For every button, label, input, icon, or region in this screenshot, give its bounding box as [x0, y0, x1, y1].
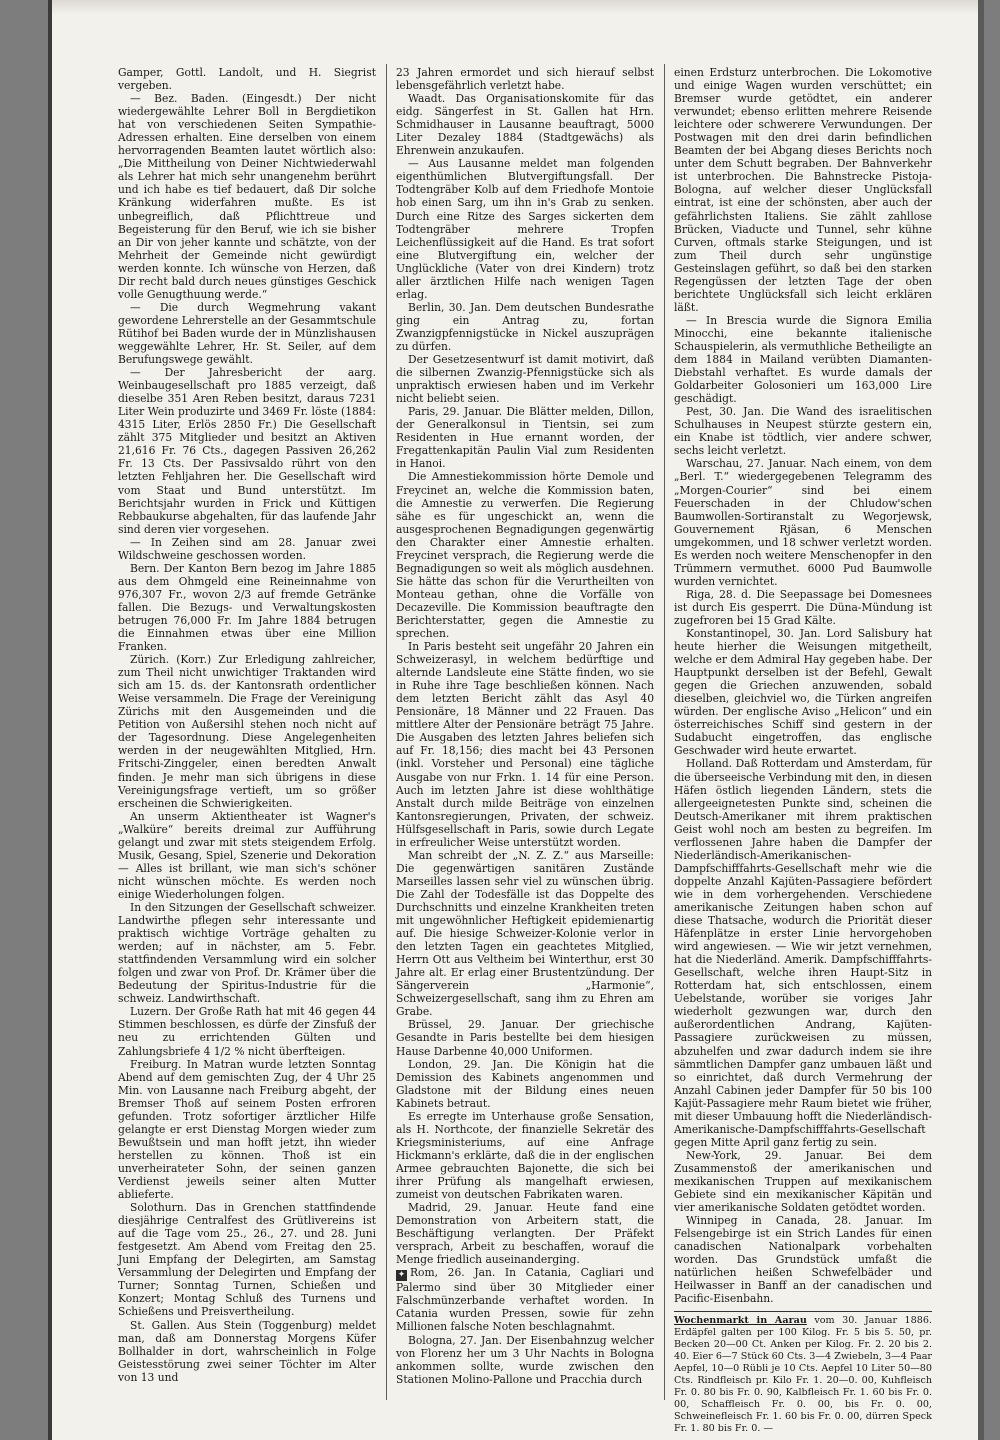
- telegram-mark-icon: ✦: [397, 1270, 406, 1281]
- market-report-title: Wochenmarkt in Aarau: [674, 1315, 807, 1327]
- article-paragraph: Holland. Daß Rotterdam und Amsterdam, für die überseeische Verbindung mit den, in diesen Häfen östlich liegenden Ländern, stets die allergeeignetesten Punkte sind, scheinen die Deutsch-Amerikaner mit ihrem praktischen Geist wohl noch am besten zu begreifen. Im verflossenen Jahre haben die Dampfer der Niederländisch-Amerikanischen-Dampfschifffahrts-Gesellschaft mehr wie die doppelte Anzahl Kajüten-Passagiere befördert wie in dem vorhergehenden. Verschiedene amerikanische Zeitungen haben schon auf diese Thatsache, wodurch die Priorität dieser Häfenplätze in erster Linie hervorgehoben wird angewiesen. — Wie wir jetzt vernehmen, hat die Niederländ. Amerik. Dampfschifffahrts-Gesellschaft, welche ihren Haupt-Sitz in Rotterdam hat, sich entschlossen, einem Uebelstande, worüber sie voriges Jahr wiederholt gezwungen war, durch den außerordentlichen Andrang, Kajüten-Passagiere zurückweisen zu müssen, abzuhelfen und zwar dadurch indem sie ihre sämmtlichen Dampfer ganz umbauen läßt und so einrichtet, daß durch Vermehrung der Anzahl Cabinen jeder Dampfer für 50 bis 100 Kajüt-Passagiere mehr Raum bietet wie früher, mit dieser Umbauung hofft die Niederländisch-Amerikanische-Dampfschifffahrts-Gesellschaft gegen Mitte April ganz fertig zu sein.: [674, 757, 932, 1149]
- article-paragraph: Luzern. Der Große Rath hat mit 46 gegen 44 Stimmen beschlossen, es dürfe der Zinsfuß der neu zu errichtenden Gülten und Zahlungsbriefe 4 1/2 % nicht überfteigen.: [118, 1005, 376, 1058]
- article-paragraph: Es erregte im Unterhause große Sensation, als H. Northcote, der finanzielle Sekretär des Kriegsministeriums, auf eine Anfrage Hickmann's erklärte, daß die in der englischen Armee gebrauchten Bajonette, die sich bei ihrer Prüfung als mangelhaft erwiesen, zumeist von deutschen Fabrikaten waren.: [396, 1109, 654, 1202]
- article-paragraph: Die Amnestiekommission hörte Demole und Freycinet an, welche die Kommission baten, die Amnestie zu verwerfen. Die Regierung sähe es für ungeschickt an, wenn die ausgesprochenen Begnadigungen gegenwärtig den Charakter einer Amnestie erhalten. Freycinet versprach, die Regierung werde die Begnadigungen so weit als möglich ausdehnen. Sie hätte das schon für die Verurtheilten von Monteau gethan, ohne die Vorfälle von Decazeville. Die Kommission beauftragte den Berichterstatter, gegen die Amnestie zu sprechen.: [396, 470, 654, 641]
- article-paragraph: Konstantinopel, 30. Jan. Lord Salisbury hat heute hierher die Weisungen mitgetheilt, welche er dem Admiral Hay gegeben habe. Der Hauptpunkt derselben ist der Befehl, Gewalt gegen die Griechen anzuwenden, sobald dieselben, gleichviel wo, die Türken angreifen würden. Der englische Aviso „Helicon“ und ein österreichisches Schiff sind gestern in der Sudabucht eingetroffen, das englische Geschwader wird heute erwartet.: [674, 627, 932, 758]
- article-paragraph: Brüssel, 29. Januar. Der griechische Gesandte in Paris bestellte bei dem hiesigen Hause Darbenne 40,000 Uniformen.: [396, 1018, 654, 1058]
- article-paragraph: New-York, 29. Januar. Bei dem Zusammenstoß der amerikanischen und mexikanischen Truppen auf mexikanischem Gebiete sind ein mexikanischer Käpitän und vier amerikanische Soldaten getödtet worden.: [674, 1148, 932, 1215]
- market-report-date: vom 30. Januar 1886.: [814, 1315, 932, 1327]
- article-paragraph: Zürich. (Korr.) Zur Erledigung zahlreicher, zum Theil nicht unwichtiger Traktanden wird sich am 15. ds. der Kantonsrath ordentlicher Weise versammeln. Die Frage der Vereinigung Zürichs mit den Ausgemeinden und die Petition von Außersihl stehen noch nicht auf der Tagesordnung. Diese Angelegenheiten werden in der neugewählten Mitglied, Hrn. Fritschi-Zinggeler, einen beredten Anwalt finden. Je mehr man sich übrigens in diese Vereinigungsfrage vertieft, um so größer erscheinen die Schwierigkeiten.: [118, 653, 376, 810]
- article-paragraph: — Der Jahresbericht der aarg. Weinbaugesellschaft pro 1885 verzeigt, daß dieselbe 351 Aren Reben besitzt, daraus 7231 Liter Wein produzirte und 3469 Fr. löste (1884: 4315 Liter, Erlös 2850 Fr.) Die Gesellschaft zählt 375 Mitglieder und besitzt an Aktiven 21,616 Fr. 76 Cts., dagegen Passiven 26,262 Fr. 13 Cts. Der Passivsaldo rührt von den letzten Fehljahren her. Die Gesellschaft wird vom Staat und Bund unterstützt. Im Berichtsjahr wurden in Frick und Küttigen Rebbaukurse abgehalten, für das laufende Jahr sind deren vier vorgesehen.: [118, 366, 376, 536]
- column-2: [396, 66, 654, 1398]
- article-paragraph: Waadt. Das Organisationskomite für das eidg. Sängerfest in St. Gallen hat Hrn. Schmidhauser in Lausanne beauftragt, 5000 Liter Dezaley 1884 (Stadtgewächs) als Ehrenwein anzukaufen.: [396, 92, 654, 158]
- article-paragraph: — In Brescia wurde die Signora Emilia Minocchi, eine bekannte italienische Schauspielerin, als vermuthliche Betheiligte an dem 1884 in Mailand verübten Diamanten-Diebstahl verhaftet. Es wurde damals der Goldarbeiter Golosonieri um 163,000 Lire geschädigt.: [674, 313, 932, 406]
- market-report-text: Erdäpfel galten per 100 Kilog. Fr. 5 bis 5. 50, pr. Becken 20—00 Ct. Anken per Kilog. Fr. 2. 20 bis 2. 40. Eier 6—7 Stück 60 Cts. 3—4 Zwiebeln, 3—4 Paar Aepfel, 10—0 Rübli je 10 Cts. Aepfel 10 Liter 50—80 Cts. Rindfleisch pr. Kilo Fr. 1. 20—0. 00, Kuhfleisch Fr. 0. 80 bis Fr. 0. 90, Kalbfleisch Fr. 1. 60 bis Fr. 0. 00, Schaffleisch Fr. 0. 00, bis Fr. 0. 00, Schweinefleisch Fr. 1. 60 bis Fr. 0. 00, dürren Speck Fr. 1. 80 bis Fr. 0. —: [674, 1327, 932, 1435]
- article-paragraph: Man schreibt der „N. Z. Z.“ aus Marseille: Die gegenwärtigen sanitären Zustände Marseilles lassen sehr viel zu wünschen übrig. Die Zahl der Todesfälle ist das Doppelte des Durchschnitts und einzelne Krankheiten treten mit ungewöhnlicher Heftigkeit epidemienartig auf. Die hiesige Schweizer-Kolonie verlor in den letzten Tagen ein geachtetes Mitglied, Herrn Ott aus Veltheim bei Winterthur, erst 30 Jahre alt. Er erlag einer Brustentzündung. Der Sängerverein „Harmonie“, Schweizergesellschaft, sang ihm zu Ehren am Grabe.: [396, 848, 654, 1019]
- article-paragraph: Madrid, 29. Januar. Heute fand eine Demonstration von Arbeitern statt, die Beschäftigung verlangten. Der Präfekt versprach, Arbeit zu beschaffen, worauf die Menge friedlich auseinanderging.: [396, 1201, 654, 1267]
- column-1: [118, 66, 376, 1398]
- newspaper-page: [48, 0, 984, 1440]
- market-report: [674, 1311, 932, 1435]
- article-paragraph: Warschau, 27. Januar. Nach einem, von dem „Berl. T.“ wiedergegebenen Telegramm des „Morgen-Courier“ sind bei einem Feuerschaden in der Chludow'schen Baumwollen-Sortiranstalt zu Wegorjewsk, Gouvernement Rjäsan, 6 Menschen umgekommen, und 18 schwer verletzt worden. Es werden noch weitere Menschenopfer in den Trümmern vermuthet. 6000 Pud Baumwolle wurden vernichtet.: [674, 457, 932, 588]
- article-paragraph: einen Erdsturz unterbrochen. Die Lokomotive und einige Wagen wurden verschüttet; ein Bremser wurde getödtet, ein anderer verwundet; ebenso erlitten mehrere Reisende leichtere oder schwerere Verwundungen. Der Postwagen mit den drei darin befindlichen Beamten der bei Abgang dieses Berichts noch unter dem Schutt begraben. Der Bahnverkehr ist unterbrochen. Die Bahnstrecke Pistoja-Bologna, auf welcher dieser Unglücksfall eintrat, ist eine der schönsten, aber auch der gefährlichsten Italiens. Sie zählt zahllose Brücken, Viaducte und Tunnel, sehr kühne Curven, oftmals starke Steigungen, und ist zum Theil durch sehr ungünstige Gesteinslagen geführt, so daß bei den starken Regengüssen der letzten Tage der oben berichtete Unglücksfall sich leicht erklären läßt.: [674, 66, 932, 314]
- article-paragraph: Winnipeg in Canada, 28. Januar. Im Felsengebirge ist ein Strich Landes für einen canadischen Nationalpark vorbehalten worden. Das Grundstück umfaßt die natürlichen heißen Schwefelbäder und Heilwasser in Banff an der canadischen und Pacific-Eisenbahn.: [674, 1214, 932, 1306]
- article-paragraph: Solothurn. Das in Grenchen stattfindende diesjährige Centralfest des Grütlivereins ist auf die Tage vom 25., 26., 27. und 28. Juni festgesetzt. Am Abend vom Freitag den 25. Juni Empfang der Delegirten, am Samstag Versammlung der Delegirten und Empfang der Turner; Sonntag Turnen, Schießen und Konzert; Montag Schluß des Turnens und Schießens und Preisvertheilung.: [118, 1201, 376, 1319]
- article-paragraph: Gamper, Gottl. Landolt, und H. Siegrist vergeben.: [118, 66, 376, 93]
- column-divider-2: [664, 64, 665, 1400]
- article-paragraph: — In Zeihen sind am 28. Januar zwei Wildschweine geschossen worden.: [118, 535, 376, 562]
- article-paragraph: An unserm Aktientheater ist Wagner's „Walküre“ bereits dreimal zur Aufführung gelangt und zwar mit stets steigendem Erfolg. Musik, Gesang, Spiel, Szenerie und Dekoration — Alles ist brillant, wie man sich's schöner nicht wünschen möchte. Es werden noch einige Wiederholungen folgen.: [118, 809, 376, 901]
- article-paragraph: Der Gesetzesentwurf ist damit motivirt, daß die silbernen Zwanzig-Pfennigstücke sich als unpraktisch erwiesen haben und im Verkehr nicht beliebt seien.: [396, 353, 654, 406]
- article-paragraph: Riga, 28. d. Die Seepassage bei Domesnees ist durch Eis gesperrt. Die Düna-Mündung ist zugefroren bei 15 Grad Kälte.: [674, 587, 932, 627]
- article-paragraph: — Aus Lausanne meldet man folgenden eigenthümlichen Blutvergiftungsfall. Der Todtengräber Kolb auf dem Friedhofe Montoie hob einen Sarg, um ihn in's Grab zu senken. Durch eine Ritze des Sarges sickerten dem Todtengräber mehrere Tropfen Leichenflüssigkeit auf die Hand. Es trat sofort eine Blutvergiftung ein, welcher der Unglückliche (Vater von drei Kindern) trotz aller ärztlichen Hilfe nach wenigen Tagen erlag.: [396, 157, 654, 301]
- article-paragraph: Bern. Der Kanton Bern bezog im Jahre 1885 aus dem Ohmgeld eine Reineinnahme von 976,307 Fr., wovon 2/3 auf fremde Getränke fallen. Die Bezugs- und Verwaltungskosten betrugen 76,000 Fr. Im Jahre 1884 betrugen die Einnahmen etwas über eine Million Franken.: [118, 561, 376, 654]
- article-paragraph: In den Sitzungen der Gesellschaft schweizer. Landwirthe pflegen sehr interessante und praktisch wichtige Vorträge gehalten zu werden; auf in nächster, am 5. Febr. stattfindenden Versammlung wird ein solcher folgen und zwar von Prof. Dr. Krämer über die Bedeutung der Spiritus-Industrie für die schweiz. Landwirthschaft.: [118, 901, 376, 1006]
- article-paragraph: St. Gallen. Aus Stein (Toggenburg) meldet man, daß am Donnerstag Morgens Küfer Bollhalder in dort, wahrscheinlich in Folge Geistesstörung zwei seiner Töchter im Alter von 13 und: [118, 1318, 376, 1384]
- article-paragraph: Freiburg. In Matran wurde letzten Sonntag Abend auf dem gemischten Zug, der 4 Uhr 25 Min. von Lausanne nach Freiburg abgeht, der Bremser Thoß auf seinem Posten erfroren gefunden. Trotz sofortiger ärztlicher Hilfe gelangte er erst Dienstag Morgen wieder zum Bewußtsein und man hofft jetzt, ihn wieder herstellen zu können. Thoß ist ein unverheirateter Sohn, der seinen ganzen Verdienst jeweils seiner alten Mutter ablieferte.: [118, 1057, 376, 1202]
- article-paragraph: London, 29. Jan. Die Königin hat die Demission des Kabinets angenommen und Gladstone mit der Bildung eines neuen Kabinets betraut.: [396, 1057, 654, 1110]
- article-paragraph: Bologna, 27. Jan. Der Eisenbahnzug welcher von Florenz her um 3 Uhr Nachts in Bologna ankommen sollte, wurde zwischen den Stationen Molino-Pallone und Pracchia durch: [396, 1333, 654, 1386]
- column-divider-1: [386, 64, 387, 1400]
- article-paragraph: — Bez. Baden. (Eingesdt.) Der nicht wiedergewählte Lehrer Boll in Bergdietikon hat von verschiedenen Seiten Sympathie-Adressen erhalten. Eine derselben von einem hervorragenden Beamten lautet wörtlich also: „Die Mittheilung von Deiner Nichtwiederwahl als Lehrer hat mich sehr unangenehm berührt und ich habe es tief bedauert, daß Dir solche Kränkung widerfahren mußte. Es ist unbegreiflich, daß Pflichttreue und Begeisterung für den Beruf, wie ich sie bisher an Dir von jeher kannte und schätzte, von der Mehrheit der Gemeinde nicht gewürdigt werden konnte. Ich wünsche von Herzen, daß Dir recht bald durch neues günstiges Geschick volle Genugthuung werde.“: [118, 92, 376, 301]
- article-paragraph: Paris, 29. Januar. Die Blätter melden, Dillon, der Generalkonsul in Tientsin, sei zum Residenten in Hue ernannt worden, der Fregattenkapitän Paulin Vial zum Residenten in Hanoi.: [396, 405, 654, 471]
- article-paragraph: In Paris besteht seit ungefähr 20 Jahren ein Schweizerasyl, in welchem bedürftige und alternde Landsleute eine Stätte finden, wo sie in Ruhe ihre Tage beschließen können. Nach dem letzten Bericht zählt das Asyl 40 Pensionäre, 18 Männer und 22 Frauen. Das mittlere Alter der Pensionäre beträgt 75 Jahre. Die Ausgaben des letzten Jahres beliefen sich auf Fr. 18,156; dies macht bei 43 Personen (inkl. Vorsteher und Personal) eine tägliche Ausgabe von nur Frkn. 1. 14 für eine Person. Auch im letzten Jahre ist diese wohlthätige Anstalt durch milde Beiträge von einzelnen Kantonsregierungen, Privaten, der schweiz. Hülfsgesellschaft in Paris, sowie durch Legate in erfreulicher Weise unterstützt worden.: [396, 640, 654, 849]
- article-paragraph-marked: ✦ Rom, 26. Jan. In Catania, Cagliari und Palermo sind über 30 Mitglieder einer Falschmünzerbande verhaftet worden. In Catania wurden Pressen, sowie für zehn Millionen falsche Noten beschlagnahmt.: [396, 1266, 654, 1334]
- article-paragraph: Pest, 30. Jan. Die Wand des israelitischen Schulhauses in Neupest stürzte gestern ein, ein Knabe ist tödtlich, vier andere schwer, sechs leicht verletzt.: [674, 405, 932, 458]
- column-3: [674, 66, 932, 1435]
- article-paragraph: Berlin, 30. Jan. Dem deutschen Bundesrathe ging ein Antrag zu, fortan Zwanzigpfennigstücke in Nickel auszuprägen zu dürfen.: [396, 300, 654, 353]
- article-paragraph: 23 Jahren ermordet und sich hierauf selbst lebensgefährlich verletzt habe.: [396, 66, 654, 93]
- article-paragraph: — Die durch Wegmehrung vakant gewordene Lehrerstelle an der Gesammtschule Rütihof bei Baden wurde der in Münzlishausen weggewählte Lehrer, Hr. St. Seiler, auf dem Berufungswege gewählt.: [118, 300, 376, 367]
